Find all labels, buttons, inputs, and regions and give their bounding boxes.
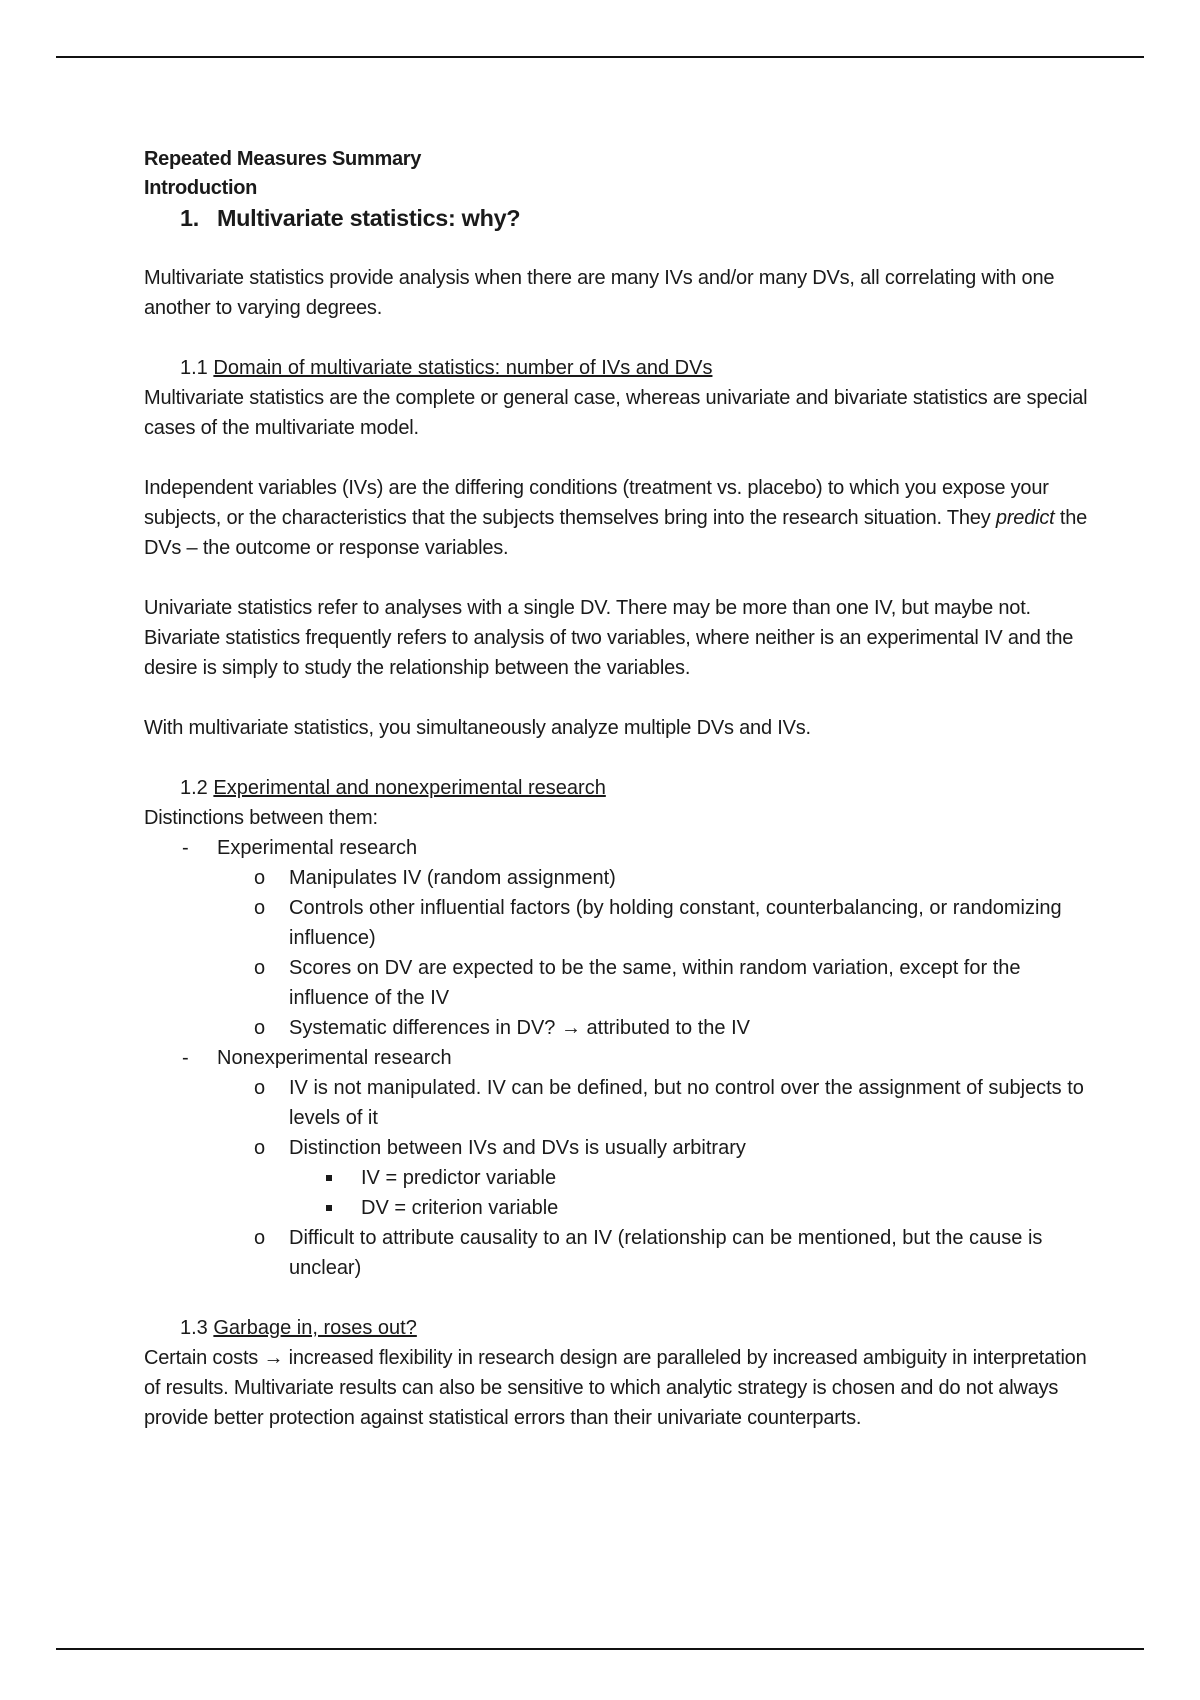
section-1-2-number: 1.2 <box>180 777 208 799</box>
list-subitem <box>144 1163 1104 1193</box>
section-1-1-paragraph-2 <box>144 473 1104 563</box>
section-1-1-paragraph-4: With multivariate statistics, you simultaneously analyze multiple DVs and IVs. <box>144 717 811 739</box>
section-1-2-title: Experimental and nonexperimental research <box>213 777 606 799</box>
section-1-1-paragraph-3: Univariate statistics refer to analyses with a single DV. There may be more than one IV, but maybe not. Bivariate statistics frequently refers to analysis of two variables, where neither is an experimental IV and the desire is simply to study the relationship between the variables. <box>144 597 1074 679</box>
experimental-label: Experimental research <box>217 837 418 859</box>
list-subitem-text: DV = criterion variable <box>361 1197 559 1219</box>
circle-marker: o <box>254 1137 266 1159</box>
section-1-3-title: Garbage in, roses out? <box>213 1317 417 1339</box>
introduction-heading: Introduction <box>144 177 258 199</box>
list-item <box>144 1013 1104 1043</box>
list-item-text: Manipulates IV (random assignment) <box>289 867 616 889</box>
section-1-heading <box>144 203 1104 233</box>
p2-italic: predict <box>995 507 1055 529</box>
p2-text-b: the DVs – the outcome or response variables. <box>144 507 1088 559</box>
dash-marker: - <box>182 1047 189 1069</box>
section-1-3-paragraph: Certain costs → increased flexibility in research design are paralleled by increased ambiguity in interpretation of results. Multivariate results can also be sensitive to which analytic strategy is chosen and do not always provide better protection against statistical errors than their univariate counterparts. <box>144 1347 1087 1429</box>
section-1-2-heading <box>144 773 1104 803</box>
list-item <box>144 953 1104 1013</box>
section-1-1-number: 1.1 <box>180 357 208 379</box>
section-1-3-heading <box>144 1313 1104 1343</box>
intro-paragraph: Multivariate statistics provide analysis when there are many IVs and/or many DVs, all correlating with one another to varying degrees. <box>144 267 1055 319</box>
list-item <box>144 893 1104 953</box>
list-subitem-text: IV = predictor variable <box>361 1167 557 1189</box>
section-1-3-number: 1.3 <box>180 1317 208 1339</box>
footer-rule <box>56 1648 1144 1650</box>
list-item-text: Systematic differences in DV? → attributed to the IV <box>289 1017 750 1039</box>
circle-marker: o <box>254 957 266 979</box>
list-item-text: Distinction between IVs and DVs is usually arbitrary <box>289 1137 746 1159</box>
square-bullet-icon <box>326 1205 332 1211</box>
section-1-1-title: Domain of multivariate statistics: number of IVs and DVs <box>213 357 713 379</box>
list-subitem <box>144 1193 1104 1223</box>
header-rule <box>56 56 1144 58</box>
list-item-experimental <box>144 833 1104 863</box>
circle-marker: o <box>254 1227 266 1249</box>
list-item <box>144 1133 1104 1163</box>
list-item-text: Controls other influential factors (by holding constant, counterbalancing, or randomizing influence) <box>289 897 1062 949</box>
section-1-title: Multivariate statistics: why? <box>217 205 521 231</box>
square-bullet-icon <box>326 1175 332 1181</box>
section-1-2-intro: Distinctions between them: <box>144 807 378 829</box>
list-item <box>144 863 1104 893</box>
nonexperimental-label: Nonexperimental research <box>217 1047 452 1069</box>
list-item <box>144 1223 1104 1283</box>
list-item-text: Difficult to attribute causality to an IV (relationship can be mentioned, but the cause is unclear) <box>289 1227 1043 1279</box>
document-title: Repeated Measures Summary <box>144 148 422 170</box>
section-1-1-heading <box>144 353 1104 383</box>
list-item-text: Scores on DV are expected to be the same, within random variation, except for the influence of the IV <box>289 957 1021 1009</box>
dash-marker: - <box>182 837 189 859</box>
section-1-number: 1. <box>180 205 199 231</box>
list-item <box>144 1073 1104 1133</box>
list-item-text: IV is not manipulated. IV can be defined, but no control over the assignment of subjects to levels of it <box>289 1077 1084 1129</box>
circle-marker: o <box>254 1017 266 1039</box>
p2-text-a: Independent variables (IVs) are the differing conditions (treatment vs. placebo) to which you expose your subjects, or the characteristics that the subjects themselves bring into the research situation. They <box>144 477 1049 529</box>
circle-marker: o <box>254 897 266 919</box>
list-item-nonexperimental <box>144 1043 1104 1073</box>
circle-marker: o <box>254 1077 266 1099</box>
circle-marker: o <box>254 867 266 889</box>
section-1-1-paragraph-1: Multivariate statistics are the complete or general case, whereas univariate and bivariate statistics are special cases of the multivariate model. <box>144 387 1088 439</box>
document-body <box>144 145 1104 1433</box>
